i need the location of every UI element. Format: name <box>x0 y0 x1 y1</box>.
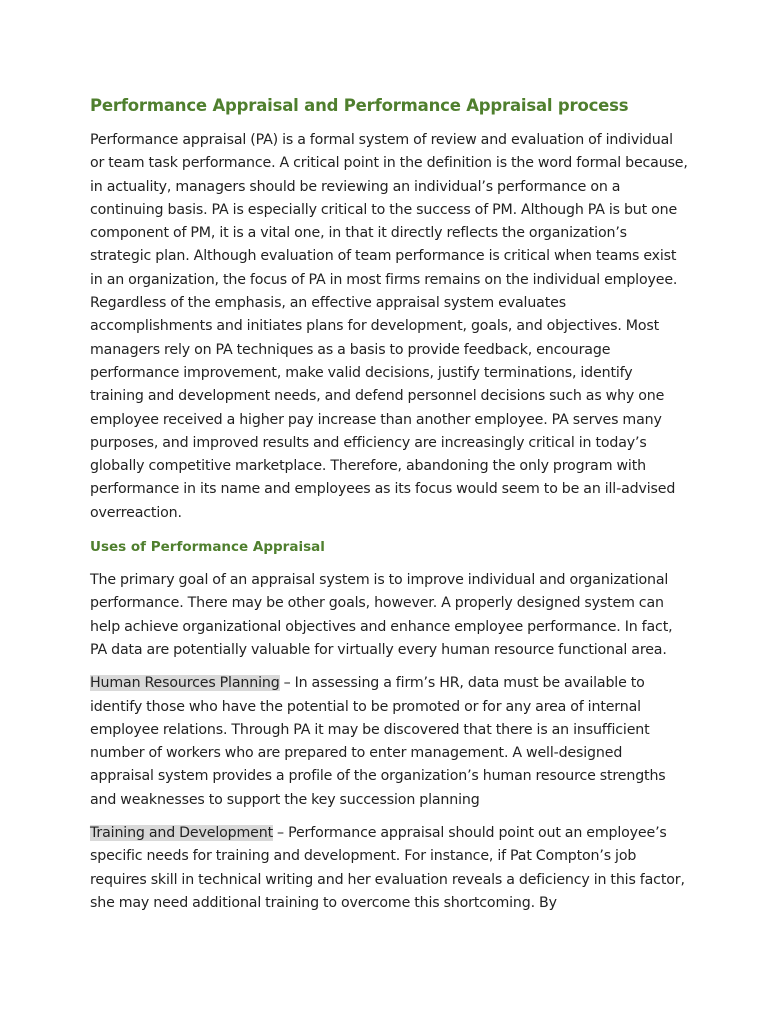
section-heading: Uses of Performance Appraisal <box>90 539 325 556</box>
document-title: Performance Appraisal and Performance Appraisal process <box>90 96 629 115</box>
intro-paragraph: Performance appraisal (PA) is a formal system of review and evaluation of individual or team task performance. A critical point in the definition is the word formal because, in actuality, managers should be reviewing an individual’s performance on a continuing basis. PA is especially critical to the success of PM. Although PA is but one component of PM, it is a vital one, in that it directly reflects the organization’s strategic plan. Although evaluation of team performance is critical when teams exist in an organization, the focus of PA in most firms remains on the individual employee. Regardless of the emphasis, an effective appraisal system evaluates accomplishments and initiates plans for development, goals, and objectives. Most managers rely on PA techniques as a basis to provide feedback, encourage performance improvement, make valid decisions, justify terminations, identify training and development needs, and defend personnel decisions such as why one employee received a higher pay increase than another employee. PA serves many purposes, and improved results and efficiency are increasingly critical in today’s globally competitive marketplace. Therefore, abandoning the only program with performance in its name and employees as its focus would seem to be an ill-advised overreaction. <box>90 132 688 521</box>
hr-planning-label: Human Resources Planning <box>90 675 280 692</box>
hr-planning-paragraph <box>90 672 690 812</box>
training-paragraph <box>90 822 690 915</box>
uses-paragraph: The primary goal of an appraisal system is to improve individual and organizational performance. There may be other goals, however. A properly designed system can help achieve organizational objectives and enhance employee performance. In fact, PA data are potentially valuable for virtually every human resource functional area. <box>90 572 673 658</box>
hr-planning-text: – In assessing a firm’s HR, data must be available to identify those who have the potential to be promoted or for any area of internal employee relations. Through PA it may be discovered that there is an insufficient number of workers who are prepared to enter management. A well-designed appraisal system provides a profile of the organization’s human resource strengths and weaknesses to support the key succession planning <box>90 675 666 808</box>
training-label: Training and Development <box>90 825 273 842</box>
document-content <box>90 93 690 925</box>
training-text: – Performance appraisal should point out an employee’s specific needs for training and development. For instance, if Pat Compton’s job requires skill in technical writing and her evaluation reveals a deficiency in this factor, she may need additional training to overcome this shortcoming. By <box>90 825 685 911</box>
